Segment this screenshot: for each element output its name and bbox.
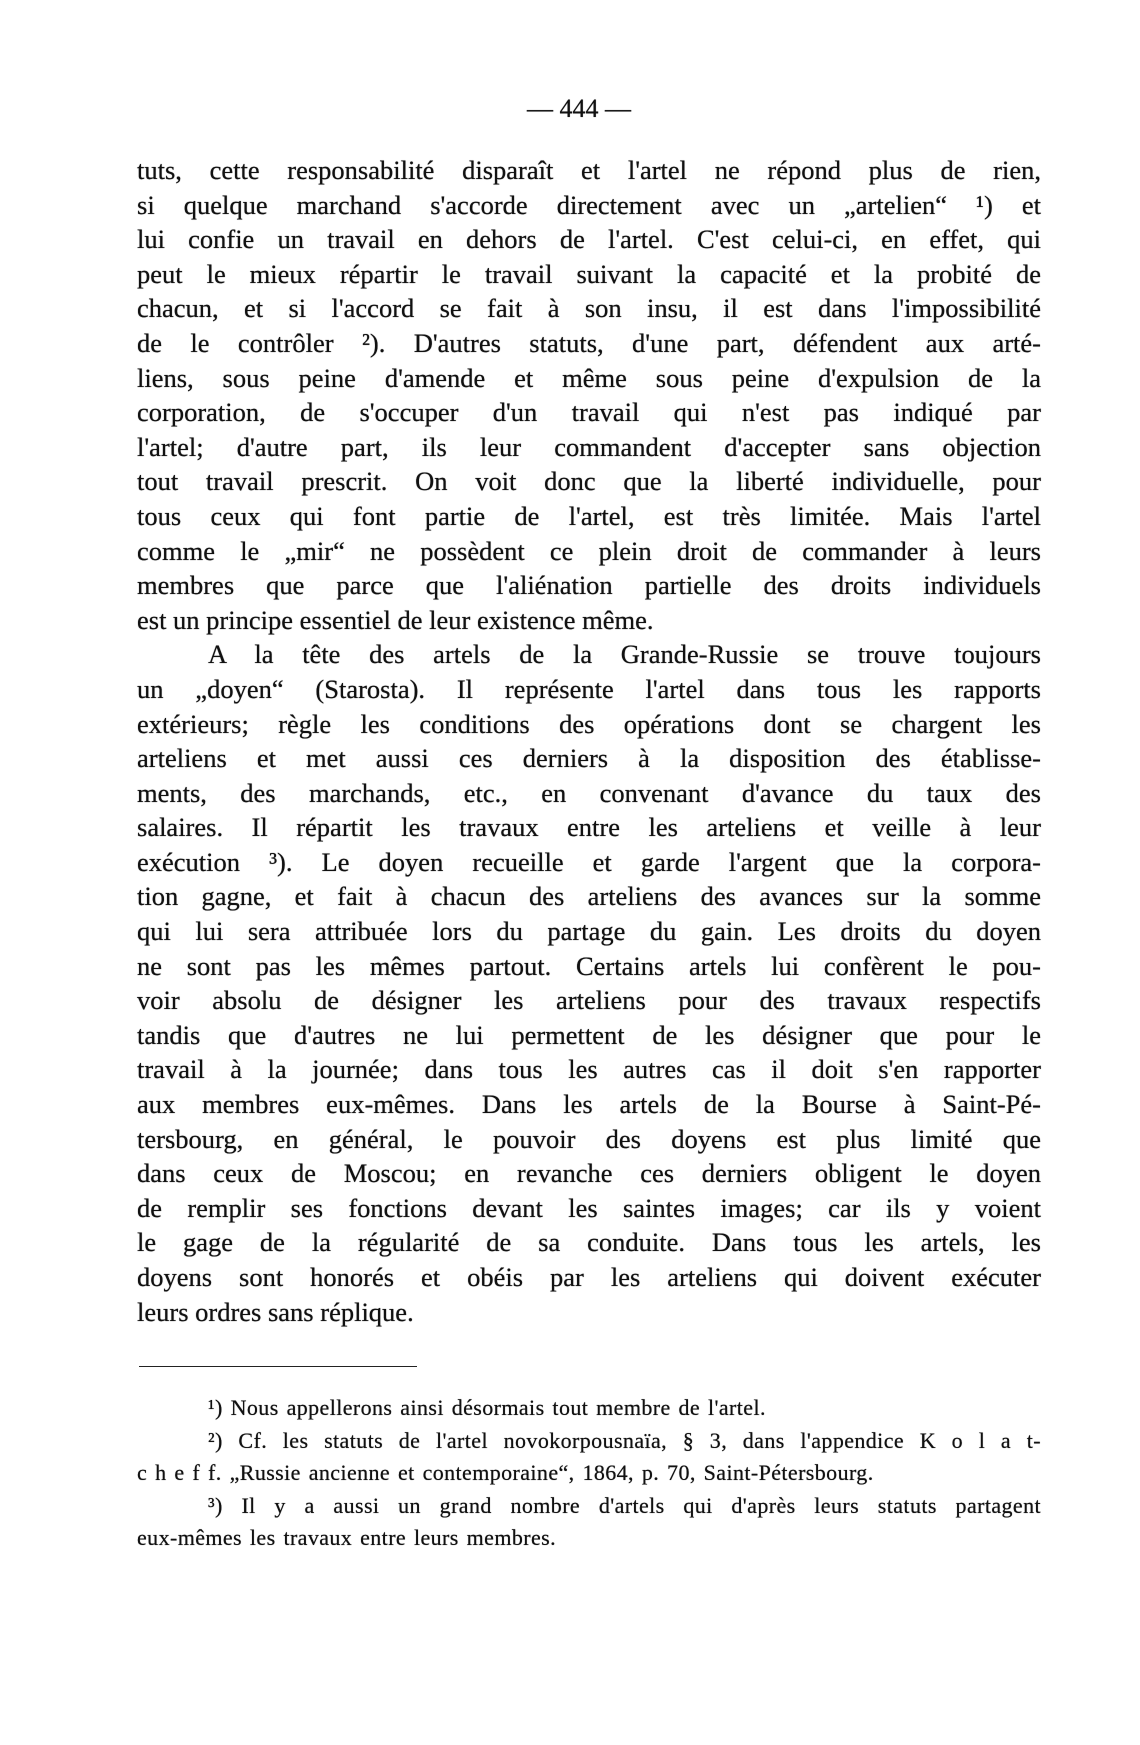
footnotes [137, 1392, 1041, 1555]
text-line: si quelque marchand s'accorde directement avec un „artelien“ ¹) et [137, 189, 1041, 220]
text-line: chacun, et si l'accord se fait à son insu, il est dans l'impossibilité [137, 293, 1041, 324]
text-line: un „doyen“ (Starosta). Il représente l'artel dans tous les rapports [137, 673, 1041, 704]
text-line: lui confie un travail en dehors de l'artel. C'est celui-ci, en effet, qui [137, 224, 1041, 255]
text-line: tandis que d'autres ne lui permettent de les désigner que pour le [137, 1019, 1041, 1050]
text-line: extérieurs; règle les conditions des opérations dont se chargent les [137, 708, 1041, 739]
text-line: comme le „mir“ ne possèdent ce plein droit de commander à leurs [137, 535, 1041, 566]
text-line: tersbourg, en général, le pouvoir des doyens est plus limité que [137, 1123, 1041, 1154]
text-line: ne sont pas les mêmes partout. Certains artels lui confèrent le pou- [137, 950, 1041, 981]
text-line: aux membres eux-mêmes. Dans les artels de la Bourse à Saint-Pé- [137, 1089, 1041, 1120]
text-line: exécution ³). Le doyen recueille et garde l'argent que la corpora- [137, 846, 1041, 877]
footnote-line: ³) Il y a aussi un grand nombre d'artels qui d'après leurs statuts partagent [208, 1492, 1041, 1518]
paragraph [137, 153, 1041, 637]
text-line: membres que parce que l'aliénation partielle des droits individuels [137, 570, 1041, 601]
footnote-line: c h e f f. „Russie ancienne et contemporaine“, 1864, p. 70, Saint-Pétersbourg. [137, 1460, 874, 1485]
page-number: — 444 — [527, 94, 631, 123]
footnote-line: ¹) Nous appellerons ainsi désormais tout membre de l'artel. [208, 1395, 766, 1420]
text-line: est un principe essentiel de leur existence même. [137, 604, 654, 635]
text-line: de remplir ses fonctions devant les saintes images; car ils y voient [137, 1192, 1041, 1223]
text-line: le gage de la régularité de sa conduite. Dans tous les artels, les [137, 1227, 1041, 1258]
text-line: tous ceux qui font partie de l'artel, est très limitée. Mais l'artel [137, 500, 1041, 531]
text-line: l'artel; d'autre part, ils leur commandent d'accepter sans objection [137, 431, 1041, 462]
text-line: doyens sont honorés et obéis par les arteliens qui doivent exécuter [137, 1262, 1041, 1292]
body-text [137, 153, 1041, 1329]
footnote [137, 1490, 1041, 1555]
text-line: dans ceux de Moscou; en revanche ces derniers obligent le doyen [137, 1158, 1041, 1189]
text-line: leurs ordres sans réplique. [137, 1296, 414, 1327]
text-line: arteliens et met aussi ces derniers à la disposition des établisse- [137, 743, 1041, 774]
text-line: travail à la journée; dans tous les autres cas il doit s'en rapporter [137, 1054, 1041, 1085]
text-line: tout travail prescrit. On voit donc que la liberté individuelle, pour [137, 466, 1041, 497]
text-line: qui lui sera attribuée lors du partage du gain. Les droits du doyen [137, 916, 1041, 947]
text-line: liens, sous peine d'amende et même sous peine d'expulsion de la [137, 362, 1041, 393]
text-line: de le contrôler ²). D'autres statuts, d'une part, défendent aux arté- [137, 327, 1041, 358]
footnote [137, 1392, 1041, 1425]
text-line: peut le mieux répartir le travail suivant la capacité et la probité de [137, 258, 1041, 289]
text-line: voir absolu de désigner les arteliens pour des travaux respectifs [137, 985, 1041, 1016]
text-line: tuts, cette responsabilité disparaît et l'artel ne répond plus de rien, [137, 155, 1041, 185]
text-line: A la tête des artels de la Grande-Russie se trouve toujours [208, 639, 1041, 670]
text-line: tion gagne, et fait à chacun des arteliens des avances sur la somme [137, 881, 1041, 912]
footnote-line: ²) Cf. les statuts de l'artel novokorpousnaïa, § 3, dans l'appendice K o l a t- [208, 1427, 1041, 1453]
text-line: ments, des marchands, etc., en convenant d'avance du taux des [137, 777, 1041, 808]
footnote [137, 1425, 1041, 1490]
footnote-line: eux-mêmes les travaux entre leurs membres. [137, 1525, 556, 1550]
text-line: corporation, de s'occuper d'un travail qui n'est pas indiqué par [137, 397, 1041, 428]
footnote-separator [139, 1366, 417, 1367]
paragraph [137, 637, 1041, 1329]
text-line: salaires. Il répartit les travaux entre les arteliens et veille à leur [137, 812, 1041, 843]
